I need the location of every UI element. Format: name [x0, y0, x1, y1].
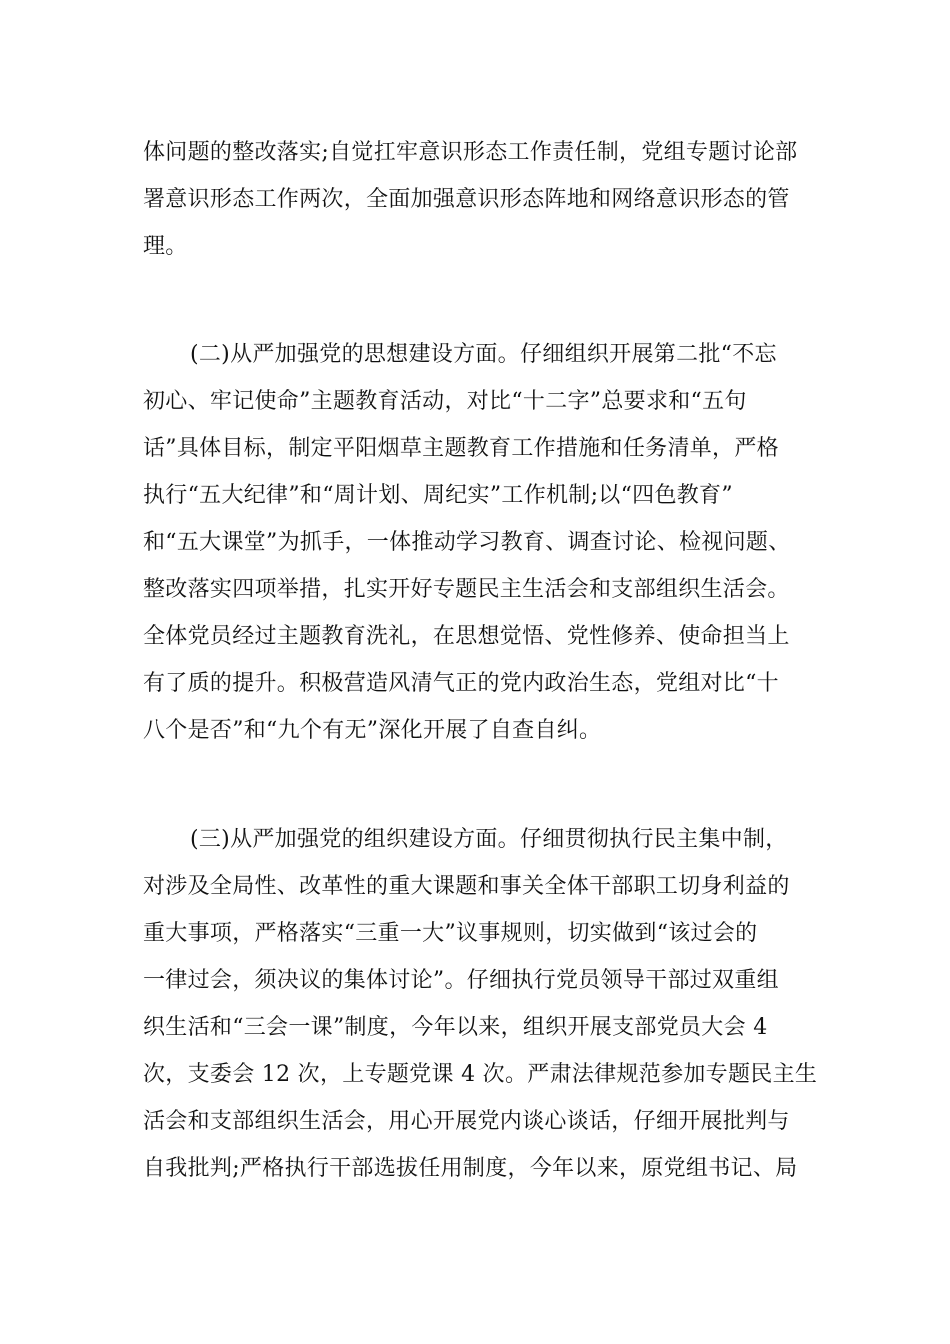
- text-line: 织生活和“三会一课”制度，今年以来，组织开展支部党员大会 4: [143, 1015, 768, 1040]
- text-line: 和“五大课堂”为抓手，一体推动学习教育、调查讨论、检视问题、: [143, 530, 791, 555]
- text-line: 自我批判;严格执行干部选拔任用制度，今年以来，原党组书记、局: [143, 1156, 798, 1181]
- text-line: 活会和支部组织生活会，用心开展党内谈心谈话，仔细开展批判与: [143, 1109, 790, 1134]
- paragraph-heading-line: (二)从严加强党的思想建设方面。仔细组织开展第二批“不忘: [190, 342, 777, 367]
- text-line: 重大事项，严格落实“三重一大”议事规则，切实做到“该过会的: [143, 921, 758, 946]
- text-line: 对涉及全局性、改革性的重大课题和事关全体干部职工切身利益的: [143, 874, 790, 899]
- text-line: 整改落实四项举措，扎实开好专题民主生活会和支部组织生活会。: [143, 577, 790, 602]
- text-line: 体问题的整改落实;自觉扛牢意识形态工作责任制，党组专题讨论部: [143, 140, 798, 165]
- text-line: 八个是否”和“九个有无”深化开展了自查自纠。: [143, 718, 602, 743]
- text-line: 理。: [143, 234, 188, 259]
- paragraph-heading-line: (三)从严加强党的组织建设方面。仔细贯彻执行民主集中制，: [190, 827, 788, 852]
- text-line: 一律过会，须决议的集体讨论”。仔细执行党员领导干部过双重组: [143, 968, 779, 993]
- text-line: 全体党员经过主题教育洗礼，在思想觉悟、党性修养、使命担当上: [143, 624, 790, 649]
- text-line: 有了质的提升。积极营造风清气正的党内政治生态，党组对比“十: [143, 671, 779, 696]
- text-line: 话”具体目标，制定平阳烟草主题教育工作措施和任务清单，严格: [143, 436, 779, 461]
- text-line: 执行“五大纪律”和“周计划、周纪实”工作机制;以“四色教育”: [143, 483, 733, 508]
- text-line: 署意识形态工作两次，全面加强意识形态阵地和网络意识形态的管: [143, 187, 790, 212]
- text-line: 初心、牢记使命”主题教育活动，对比“十二字”总要求和“五句: [143, 389, 747, 414]
- text-line: 次，支委会 12 次，上专题党课 4 次。严肃法律规范参加专题民主生: [143, 1062, 818, 1087]
